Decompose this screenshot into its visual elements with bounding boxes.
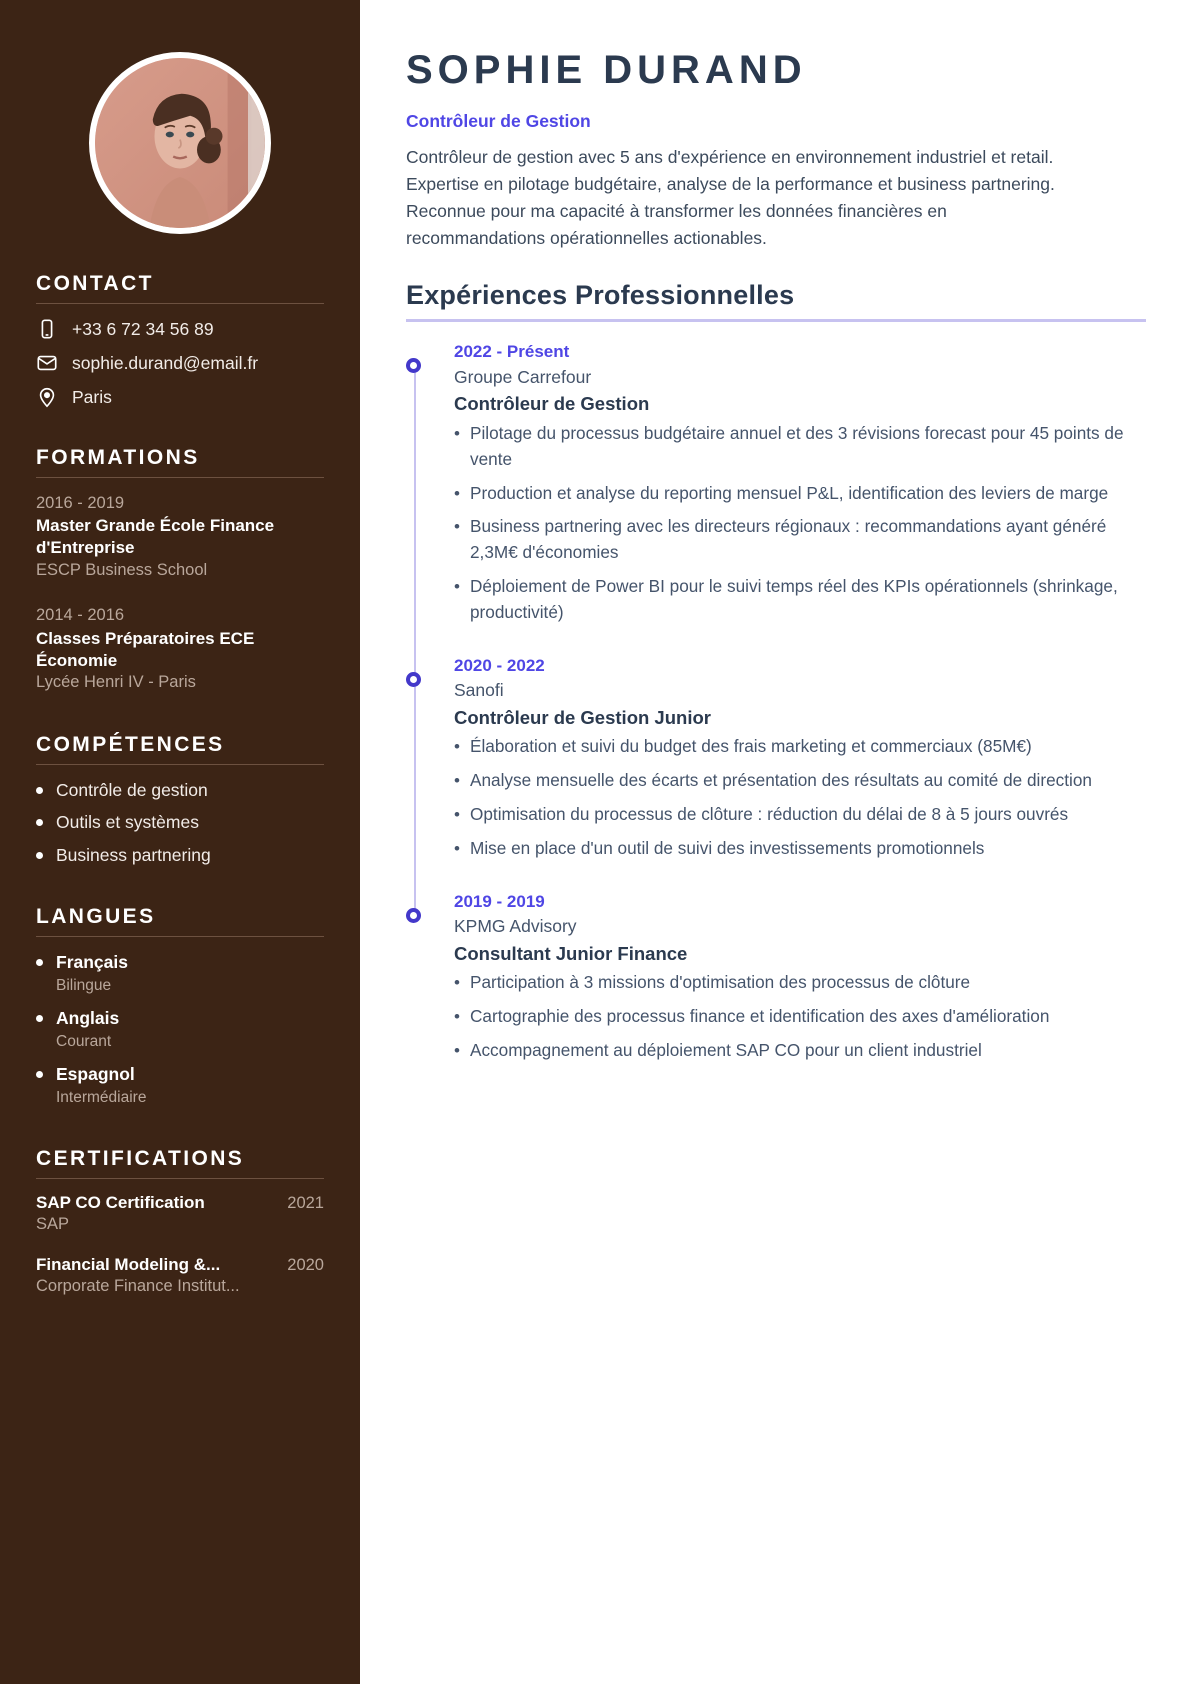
certification-name: Financial Modeling &... [36, 1254, 221, 1274]
experience-role: Consultant Junior Finance [454, 942, 688, 964]
experience-bullet: • Élaboration et suivi du budget des frais marketing et commerciaux (85M€) [454, 734, 1146, 760]
experience-item [454, 654, 1146, 862]
experience-bullets [454, 421, 1146, 626]
experience-item [454, 340, 1146, 625]
experience-bullet: • Pilotage du processus budgétaire annuel et des 3 révisions forecast pour 45 points de vente [454, 421, 1146, 473]
experience-company: KPMG Advisory [454, 916, 577, 937]
contact-email [36, 352, 324, 374]
main-content [360, 0, 1190, 1684]
certification-year: 2020 [287, 1255, 324, 1274]
experience-bullet: • Accompagnement au déploiement SAP CO pour un client industriel [454, 1038, 1146, 1064]
certifications-heading: CERTIFICATIONS [36, 1146, 245, 1170]
language-name: Anglais [56, 1007, 120, 1028]
location-icon [36, 386, 58, 408]
experience-role: Contrôleur de Gestion Junior [454, 706, 711, 728]
experience-bullet: • Mise en place d'un outil de suivi des investissements promotionnels [454, 836, 1146, 862]
experience-item [454, 890, 1146, 1064]
competences-heading: COMPÉTENCES [36, 732, 225, 756]
language-name-row [36, 1007, 324, 1030]
education-school: Lycée Henri IV - Paris [36, 673, 196, 692]
bullet-icon [36, 787, 43, 794]
email-icon [36, 352, 58, 374]
language-level: Bilingue [56, 976, 112, 994]
skill-item [36, 811, 324, 834]
timeline-line [414, 365, 416, 916]
education-dates: 2014 - 2016 [36, 606, 125, 625]
language-name: Espagnol [56, 1063, 135, 1084]
avatar-container [0, 0, 360, 234]
certification-year: 2021 [287, 1193, 324, 1212]
timeline-dot-icon [406, 358, 421, 373]
email-value: sophie.durand@email.fr [72, 352, 259, 373]
page-title: SOPHIE DURAND [406, 48, 807, 92]
bullet-icon [36, 852, 43, 859]
certification-header [36, 1255, 324, 1275]
education-degree: Classes Préparatoires ECE Économie [36, 628, 255, 670]
language-item [36, 951, 324, 997]
certification-issuer: Corporate Finance Institut... [36, 1276, 240, 1295]
bullet-icon [36, 1015, 43, 1022]
bullet-icon [36, 959, 43, 966]
skill-item [36, 779, 324, 802]
certification-name: SAP CO Certification [36, 1192, 205, 1212]
certification-item [36, 1193, 324, 1237]
phone-value: +33 6 72 34 56 89 [72, 318, 214, 339]
formations-divider [36, 477, 324, 478]
profile-photo [95, 58, 265, 228]
experience-role: Contrôleur de Gestion [454, 393, 650, 415]
competences-divider [36, 764, 324, 765]
language-name-row [36, 951, 324, 974]
experience-section-divider [406, 319, 1146, 322]
experience-section-heading: Expériences Professionnelles [406, 280, 795, 311]
experience-company: Groupe Carrefour [454, 366, 592, 387]
language-level: Intermédiaire [56, 1088, 147, 1106]
experience-company: Sanofi [454, 680, 504, 701]
contact-heading: CONTACT [36, 272, 154, 295]
skill-label: Contrôle de gestion [56, 779, 208, 800]
language-name-row [36, 1063, 324, 1086]
experience-bullets [454, 970, 1146, 1063]
language-name: Français [56, 951, 128, 972]
experience-timeline [406, 340, 1146, 1063]
skill-label: Outils et systèmes [56, 812, 199, 833]
language-level: Courant [56, 1032, 112, 1050]
job-title: Contrôleur de Gestion [406, 110, 591, 131]
profile-summary: Contrôleur de gestion avec 5 ans d'expérience en environnement industriel et retail. Expertise en pilotage budgétaire, analyse de la performance et business partnering. Reconnue pour ma capacité à transformer les données financières en recommandations opérationnelles actionables. [406, 146, 1055, 249]
language-item [36, 1007, 324, 1053]
education-degree: Master Grande École Finance d'Entreprise [36, 516, 275, 558]
experience-bullet: • Optimisation du processus de clôture : réduction du délai de 8 à 5 jours ouvrés [454, 802, 1146, 828]
langues-divider [36, 936, 324, 937]
experience-bullet: • Business partnering avec les directeurs régionaux : recommandations ayant généré 2,3M€ d'économies [454, 514, 1146, 566]
experience-bullet: • Participation à 3 missions d'optimisation des processus de clôture [454, 970, 1146, 996]
experience-period: 2022 - Présent [454, 342, 570, 362]
language-item [36, 1063, 324, 1109]
certification-issuer: SAP [36, 1214, 70, 1233]
sidebar [0, 0, 360, 1684]
skill-label: Business partnering [56, 845, 211, 866]
experience-bullet: • Déploiement de Power BI pour le suivi temps réel des KPIs opérationnels (shrinkage, productivité) [454, 574, 1146, 626]
education-dates: 2016 - 2019 [36, 494, 125, 512]
education-item [36, 604, 324, 694]
timeline-dot-icon [406, 672, 421, 687]
formations-heading: FORMATIONS [36, 446, 200, 469]
bullet-icon [36, 1071, 43, 1078]
location-value: Paris [72, 386, 112, 407]
experience-bullet: • Cartographie des processus finance et identification des axes d'amélioration [454, 1004, 1146, 1030]
contact-phone [36, 318, 324, 340]
experience-period: 2019 - 2019 [454, 891, 545, 911]
experience-bullet: • Production et analyse du reporting mensuel P&L, identification des leviers de marge [454, 481, 1146, 507]
education-item [36, 492, 324, 582]
certification-header [36, 1193, 324, 1213]
certifications-divider [36, 1178, 324, 1179]
certification-item [36, 1255, 324, 1299]
contact-divider [36, 303, 324, 304]
contact-location [36, 386, 324, 408]
skill-item [36, 844, 324, 867]
avatar [89, 52, 271, 234]
education-school: ESCP Business School [36, 560, 208, 579]
experience-bullet: • Analyse mensuelle des écarts et présentation des résultats au comité de direction [454, 768, 1146, 794]
phone-icon [36, 318, 58, 340]
bullet-icon [36, 819, 43, 826]
timeline-dot-icon [406, 908, 421, 923]
experience-period: 2020 - 2022 [454, 655, 545, 675]
langues-heading: LANGUES [36, 904, 156, 928]
experience-bullets [454, 734, 1146, 861]
